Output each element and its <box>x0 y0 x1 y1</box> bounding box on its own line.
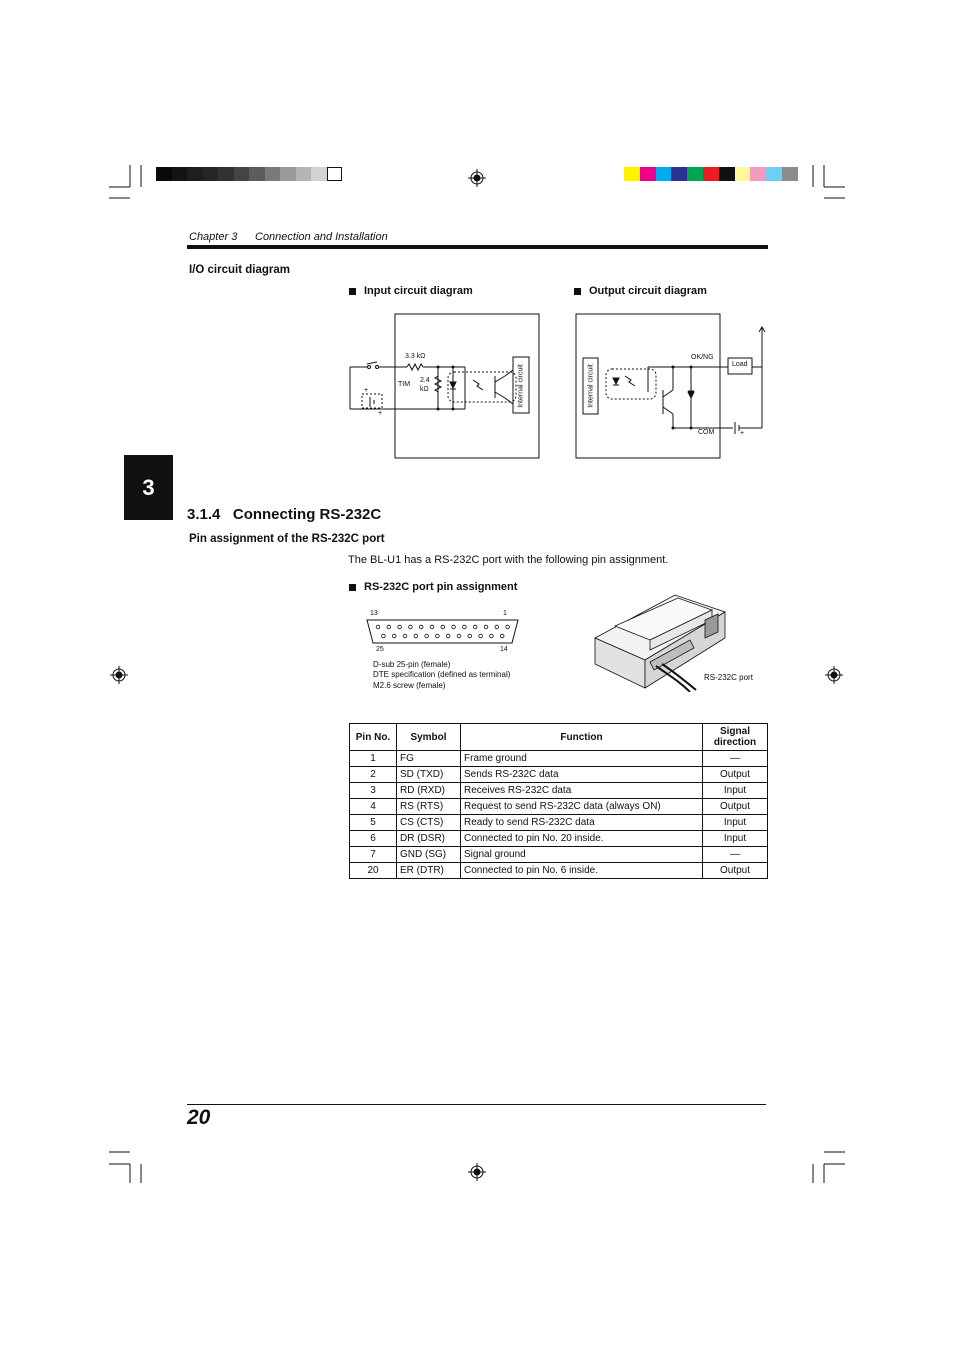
cell-pin-no: 4 <box>350 799 397 815</box>
cell-function: Request to send RS-232C data (always ON) <box>461 799 703 815</box>
cell-function: Receives RS-232C data <box>461 783 703 799</box>
svg-text:+: + <box>378 410 383 417</box>
color-swatch <box>750 167 766 181</box>
svg-text:+: + <box>740 430 745 437</box>
table-row <box>350 767 768 783</box>
dsub-pin <box>463 625 467 629</box>
output-circuit-diagram <box>573 312 773 462</box>
dsub-pin <box>484 625 488 629</box>
greyscale-swatch <box>172 167 188 181</box>
cell-symbol: ER (DTR) <box>397 863 461 879</box>
greyscale-swatch <box>280 167 296 181</box>
pin-label-1: 1 <box>503 610 507 617</box>
color-swatch <box>687 167 703 181</box>
cell-function: Connected to pin No. 6 inside. <box>461 863 703 879</box>
output-circuit-title: Output circuit diagram <box>589 285 707 297</box>
table-row <box>350 815 768 831</box>
greyscale-swatch <box>327 167 343 181</box>
cell-signal-direction: Input <box>703 783 768 799</box>
greyscale-swatch <box>296 167 312 181</box>
color-swatch <box>782 167 798 181</box>
dsub-pin <box>382 634 386 638</box>
color-swatch <box>735 167 751 181</box>
greyscale-swatch <box>311 167 327 181</box>
page-number: 20 <box>187 1106 211 1129</box>
color-swatch <box>656 167 672 181</box>
cell-symbol: DR (DSR) <box>397 831 461 847</box>
section-title: 3.1.4 Connecting RS-232C <box>187 506 382 523</box>
registration-mark-top <box>468 169 486 187</box>
greyscale-swatch <box>234 167 250 181</box>
input-internal-circuit-label: Internal circuit <box>517 364 525 408</box>
input-title-bullet <box>349 288 356 295</box>
table-row <box>350 831 768 847</box>
output-title-bullet <box>574 288 581 295</box>
chapter-label: Chapter 3 <box>189 231 238 243</box>
chapter-tab: 3 <box>124 455 173 520</box>
footer-rule <box>187 1104 766 1105</box>
color-swatch <box>671 167 687 181</box>
connector-note-3: M2.6 screw (female) <box>373 681 446 690</box>
dsub-pin <box>457 634 461 638</box>
input-res2a-label: 2.4 <box>420 377 430 384</box>
pin-assignment-heading: Pin assignment of the RS-232C port <box>189 533 385 545</box>
greyscale-swatch <box>203 167 219 181</box>
dsub-pin <box>419 625 423 629</box>
cell-symbol: GND (SG) <box>397 847 461 863</box>
pin-label-14: 14 <box>500 646 508 653</box>
dsub-pin <box>490 634 494 638</box>
cell-function: Frame ground <box>461 751 703 767</box>
pin-assignment-table <box>349 723 768 879</box>
dsub-pin <box>441 625 445 629</box>
cell-pin-no: 7 <box>350 847 397 863</box>
header-rule <box>187 245 768 249</box>
greyscale-swatch <box>218 167 234 181</box>
cell-signal-direction: — <box>703 751 768 767</box>
output-okng-label: OK/NG <box>691 354 714 361</box>
color-swatch <box>719 167 735 181</box>
cell-pin-no: 3 <box>350 783 397 799</box>
input-circuit-diagram <box>345 312 545 462</box>
svg-text:+: + <box>364 387 369 394</box>
registration-mark-right <box>825 666 843 684</box>
table-row <box>350 783 768 799</box>
figure-title: RS-232C port pin assignment <box>364 581 518 593</box>
dsub-pin <box>425 634 429 638</box>
dsub-pin <box>430 625 434 629</box>
chapter-title: Connection and Installation <box>255 231 388 243</box>
cell-pin-no: 1 <box>350 751 397 767</box>
cell-signal-direction: — <box>703 847 768 863</box>
output-com-label: COM <box>698 429 715 436</box>
cell-symbol: FG <box>397 751 461 767</box>
cell-function: Sends RS-232C data <box>461 767 703 783</box>
cell-function: Connected to pin No. 20 inside. <box>461 831 703 847</box>
dsub-pin <box>387 625 391 629</box>
greyscale-swatch <box>187 167 203 181</box>
cell-signal-direction: Output <box>703 767 768 783</box>
input-circuit-title: Input circuit diagram <box>364 285 473 297</box>
cell-signal-direction: Output <box>703 863 768 879</box>
greyscale-swatch <box>265 167 281 181</box>
dsub-pin <box>414 634 418 638</box>
dsub-pin <box>473 625 477 629</box>
connector-note-2: DTE specification (defined as terminal) <box>373 670 511 679</box>
cell-signal-direction: Input <box>703 815 768 831</box>
color-swatch <box>766 167 782 181</box>
cell-signal-direction: Output <box>703 799 768 815</box>
rs232c-port-label: RS-232C port <box>704 673 753 682</box>
input-tim-label: TIM <box>398 381 411 388</box>
dsub-connector <box>364 618 524 646</box>
dsub-pin <box>479 634 483 638</box>
input-res2b-label: kΩ <box>420 386 429 393</box>
cell-symbol: RS (RTS) <box>397 799 461 815</box>
dsub-pin <box>500 634 504 638</box>
output-internal-circuit-label: Internal circuit <box>587 364 595 408</box>
dsub-pin <box>446 634 450 638</box>
dsub-pin <box>376 625 380 629</box>
connector-note-1: D-sub 25-pin (female) <box>373 660 451 669</box>
color-swatch <box>624 167 640 181</box>
registration-mark-bottom <box>468 1163 486 1181</box>
dsub-pin <box>452 625 456 629</box>
cell-pin-no: 2 <box>350 767 397 783</box>
color-swatch <box>640 167 656 181</box>
dsub-pin <box>392 634 396 638</box>
cell-symbol: SD (TXD) <box>397 767 461 783</box>
greyscale-swatch <box>156 167 172 181</box>
greyscale-swatch <box>249 167 265 181</box>
dsub-pin <box>468 634 472 638</box>
header-pin-no: Pin No. <box>350 724 397 751</box>
dsub-pin <box>398 625 402 629</box>
dsub-pin <box>436 634 440 638</box>
input-res1-label: 3.3 kΩ <box>405 353 426 360</box>
dsub-pin <box>403 634 407 638</box>
cell-pin-no: 6 <box>350 831 397 847</box>
figure-title-bullet <box>349 584 356 591</box>
color-swatch <box>703 167 719 181</box>
dsub-pin <box>495 625 499 629</box>
dsub-pin <box>409 625 413 629</box>
cell-pin-no: 20 <box>350 863 397 879</box>
dsub-pin <box>506 625 510 629</box>
header-function: Function <box>461 724 703 751</box>
section-intro: The BL-U1 has a RS-232C port with the following pin assignment. <box>348 554 669 566</box>
table-row <box>350 863 768 879</box>
cell-function: Signal ground <box>461 847 703 863</box>
table-row <box>350 751 768 767</box>
io-heading: I/O circuit diagram <box>189 264 290 276</box>
output-load-label: Load <box>732 361 748 368</box>
cell-symbol: RD (RXD) <box>397 783 461 799</box>
table-header-row <box>350 724 768 751</box>
cell-pin-no: 5 <box>350 815 397 831</box>
pin-label-13: 13 <box>370 610 378 617</box>
registration-mark-left <box>110 666 128 684</box>
pin-label-25: 25 <box>376 646 384 653</box>
table-row <box>350 799 768 815</box>
table-row <box>350 847 768 863</box>
header-symbol: Symbol <box>397 724 461 751</box>
cell-signal-direction: Input <box>703 831 768 847</box>
header-signal-direction: Signal direction <box>703 724 768 751</box>
cell-symbol: CS (CTS) <box>397 815 461 831</box>
cell-function: Ready to send RS-232C data <box>461 815 703 831</box>
